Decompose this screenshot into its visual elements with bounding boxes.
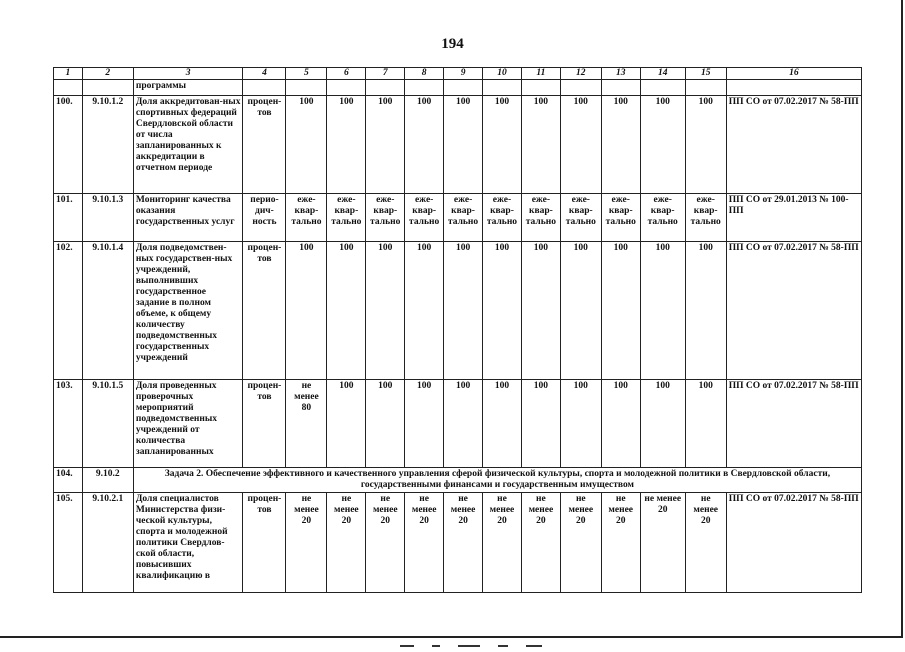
cell-col-7: 100 <box>366 242 405 380</box>
column-header-5: 5 <box>286 68 327 80</box>
column-header-14: 14 <box>640 68 685 80</box>
row-continuation <box>54 80 862 96</box>
cell-col-5: 100 <box>286 242 327 380</box>
cell-col-9: 100 <box>444 380 483 468</box>
cell-col-9: 100 <box>444 242 483 380</box>
page-number: 194 <box>441 36 464 52</box>
cell-col-13: 100 <box>601 242 640 380</box>
cell-col-6: 100 <box>327 380 366 468</box>
cell-col-1: 104. <box>54 468 83 493</box>
cell-col-16 <box>726 80 861 96</box>
cell-col-1: 100. <box>54 96 83 194</box>
cell-col-8 <box>405 80 444 96</box>
column-header-9: 9 <box>444 68 483 80</box>
cell-col-15: не менее 20 <box>685 493 726 593</box>
cell-col-12 <box>560 80 601 96</box>
column-header-15: 15 <box>685 68 726 80</box>
column-header-11: 11 <box>521 68 560 80</box>
cell-col-4: процен-тов <box>243 96 286 194</box>
cell-col-5: 100 <box>286 96 327 194</box>
cell-col-16: ПП СО от 07.02.2017 № 58-ПП <box>726 493 861 593</box>
column-header-8: 8 <box>405 68 444 80</box>
cell-col-15: еже-квар-тально <box>685 194 726 242</box>
cell-col-14 <box>640 80 685 96</box>
cell-col-1: 101. <box>54 194 83 242</box>
cell-col-13: не менее 20 <box>601 493 640 593</box>
cell-col-4: процен-тов <box>243 242 286 380</box>
cell-col-12: 100 <box>560 242 601 380</box>
cell-col-9: 100 <box>444 96 483 194</box>
cell-col-8: 100 <box>405 380 444 468</box>
cell-col-5: не менее 20 <box>286 493 327 593</box>
cell-col-10: 100 <box>483 380 522 468</box>
row-101 <box>54 194 862 242</box>
row-100 <box>54 96 862 194</box>
cell-col-15 <box>685 80 726 96</box>
cell-col-6: еже-квар-тально <box>327 194 366 242</box>
cell-col-11 <box>521 80 560 96</box>
scan-artifacts <box>400 634 700 637</box>
cell-col-15: 100 <box>685 96 726 194</box>
row-102 <box>54 242 862 380</box>
cell-col-6: не менее 20 <box>327 493 366 593</box>
column-header-16: 16 <box>726 68 861 80</box>
cell-col-12: еже-квар-тально <box>560 194 601 242</box>
cell-col-9: не менее 20 <box>444 493 483 593</box>
column-header-2: 2 <box>82 68 133 80</box>
cell-col-5: не менее 80 <box>286 380 327 468</box>
cell-col-2: 9.10.2.1 <box>82 493 133 593</box>
cell-col-13: 100 <box>601 380 640 468</box>
cell-col-10: не менее 20 <box>483 493 522 593</box>
cell-col-3: Доля проведенных проверочных мероприятий подведомственных учреждений от количества запланированных <box>133 380 243 468</box>
cell-col-2: 9.10.1.5 <box>82 380 133 468</box>
row-103 <box>54 380 862 468</box>
cell-col-13: 100 <box>601 96 640 194</box>
column-header-1: 1 <box>54 68 83 80</box>
cell-col-14: не менее 20 <box>640 493 685 593</box>
cell-col-7 <box>366 80 405 96</box>
cell-col-3: Доля аккредитован-ных спортивных федераций Свердловской области от числа запланированных к аккредитации в отчетном периоде <box>133 96 243 194</box>
cell-col-6: 100 <box>327 96 366 194</box>
cell-col-12: 100 <box>560 380 601 468</box>
column-header-6: 6 <box>327 68 366 80</box>
cell-col-8: не менее 20 <box>405 493 444 593</box>
cell-col-14: еже-квар-тально <box>640 194 685 242</box>
cell-col-15: 100 <box>685 380 726 468</box>
cell-col-5: еже-квар-тально <box>286 194 327 242</box>
cell-col-14: 100 <box>640 242 685 380</box>
cell-col-14: 100 <box>640 380 685 468</box>
cell-col-5 <box>286 80 327 96</box>
cell-col-8: еже-квар-тально <box>405 194 444 242</box>
cell-col-11: 100 <box>521 96 560 194</box>
cell-col-3: Доля подведомствен-ных государствен-ных учреждений, выполнивших государственное задание в полном объеме, к общему количеству подведомственных государственных учреждений <box>133 242 243 380</box>
cell-col-12: не менее 20 <box>560 493 601 593</box>
cell-col-7: 100 <box>366 96 405 194</box>
column-header-13: 13 <box>601 68 640 80</box>
cell-col-10: 100 <box>483 96 522 194</box>
cell-col-10: еже-квар-тально <box>483 194 522 242</box>
cell-col-1 <box>54 80 83 96</box>
cell-col-2: 9.10.2 <box>82 468 133 493</box>
cell-col-2 <box>82 80 133 96</box>
cell-col-7: не менее 20 <box>366 493 405 593</box>
cell-col-6: 100 <box>327 242 366 380</box>
cell-col-13 <box>601 80 640 96</box>
cell-col-11: 100 <box>521 242 560 380</box>
cell-col-10 <box>483 80 522 96</box>
cell-col-9: еже-квар-тально <box>444 194 483 242</box>
cell-col-16: ПП СО от 29.01.2013 № 100-ПП <box>726 194 861 242</box>
cell-col-16: ПП СО от 07.02.2017 № 58-ПП <box>726 380 861 468</box>
column-header-3: 3 <box>133 68 243 80</box>
cell-col-3: Доля специалистов Министерства физи-ческой культуры, спорта и молодежной политики Свердлов-ской области, повысивших квалификацию в <box>133 493 243 593</box>
cell-col-8: 100 <box>405 242 444 380</box>
cell-col-2: 9.10.1.2 <box>82 96 133 194</box>
cell-col-8: 100 <box>405 96 444 194</box>
cell-col-11: 100 <box>521 380 560 468</box>
task-description-cell: Задача 2. Обеспечение эффективного и качественного управления сферой физической культуры, спорта и молодежной политики в Свердловской области, государственными финансами и государственным имуществом <box>133 468 861 493</box>
cell-col-16: ПП СО от 07.02.2017 № 58-ПП <box>726 242 861 380</box>
cell-col-3: программы <box>133 80 243 96</box>
column-header-4: 4 <box>243 68 286 80</box>
cell-col-7: 100 <box>366 380 405 468</box>
cell-col-3: Мониторинг качества оказания государственных услуг <box>133 194 243 242</box>
cell-col-2: 9.10.1.3 <box>82 194 133 242</box>
cell-col-11: не менее 20 <box>521 493 560 593</box>
header-row <box>54 68 862 80</box>
column-header-12: 12 <box>560 68 601 80</box>
cell-col-4: перио-дич-ность <box>243 194 286 242</box>
row-104 <box>54 468 862 493</box>
cell-col-1: 105. <box>54 493 83 593</box>
cell-col-13: еже-квар-тально <box>601 194 640 242</box>
cell-col-7: еже-квар-тально <box>366 194 405 242</box>
row-105 <box>54 493 862 593</box>
cell-col-12: 100 <box>560 96 601 194</box>
indicators-table <box>53 67 862 593</box>
column-header-7: 7 <box>366 68 405 80</box>
cell-col-2: 9.10.1.4 <box>82 242 133 380</box>
cell-col-4: процен-тов <box>243 493 286 593</box>
cell-col-15: 100 <box>685 242 726 380</box>
cell-col-1: 102. <box>54 242 83 380</box>
cell-col-9 <box>444 80 483 96</box>
cell-col-1: 103. <box>54 380 83 468</box>
cell-col-16: ПП СО от 07.02.2017 № 58-ПП <box>726 96 861 194</box>
cell-col-4: процен-тов <box>243 380 286 468</box>
cell-col-4 <box>243 80 286 96</box>
cell-col-11: еже-квар-тально <box>521 194 560 242</box>
cell-col-10: 100 <box>483 242 522 380</box>
column-header-10: 10 <box>483 68 522 80</box>
cell-col-14: 100 <box>640 96 685 194</box>
cell-col-6 <box>327 80 366 96</box>
